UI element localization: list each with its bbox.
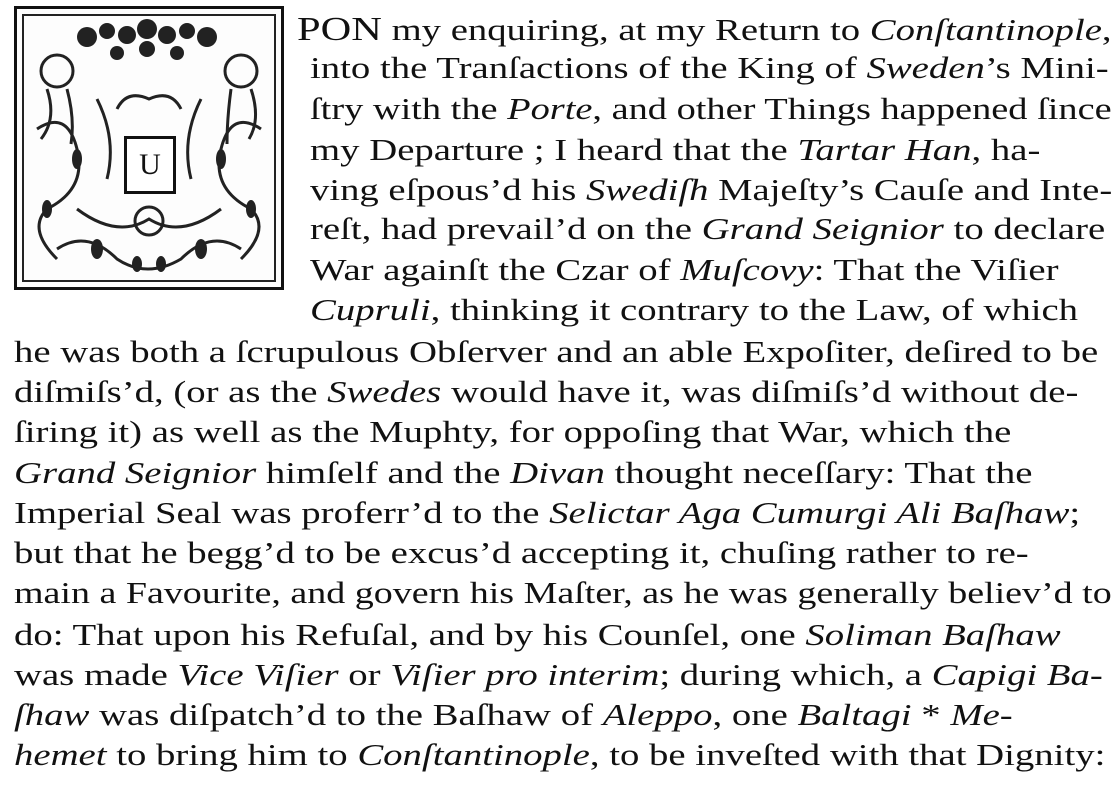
italic-text: Tartar Han <box>797 132 972 167</box>
text-segment: was diſpatch’d to the Baſhaw of <box>89 697 603 732</box>
italic-text: Divan <box>510 455 605 490</box>
italic-text: Me- <box>950 697 1013 732</box>
text-line <box>14 617 1061 653</box>
text-segment: Imperial Seal was proferr’d to the <box>14 495 550 530</box>
italic-text: Soliman Baſhaw <box>805 617 1061 652</box>
text-segment: , thinking it contrary to the Law, of which <box>430 292 1079 327</box>
text-line <box>14 697 1013 733</box>
text-segment: reſt, had prevail’d on the <box>310 211 702 246</box>
text-segment: do: That upon his Refuſal, and by his Counſel, one <box>14 617 806 652</box>
text-line <box>14 374 1078 410</box>
text-segment: , ha- <box>971 132 1041 167</box>
text-line <box>297 12 1112 48</box>
text-line <box>14 575 1112 611</box>
text-segment: ’s Mini- <box>984 50 1109 85</box>
text-segment: , and other Things happened ſince <box>592 91 1112 126</box>
text-line <box>310 50 1109 86</box>
italic-text: Swediſh <box>586 172 709 207</box>
italic-text: Baltagi <box>797 697 912 732</box>
text-line <box>310 91 1112 127</box>
text-segment: he was both a ſcrupulous Obſerver and an able Expoſiter, deſired to be <box>14 334 1099 369</box>
text-segment: , <box>1101 12 1112 47</box>
text-segment: would have it, was diſmiſs’d without de- <box>441 374 1079 409</box>
text-segment: , one <box>712 697 798 732</box>
decorated-initial <box>14 6 284 290</box>
italic-text: Swedes <box>327 374 442 409</box>
text-segment: my enquiring, at my Return to <box>381 12 870 47</box>
text-line <box>310 211 1105 247</box>
text-segment: to bring him to <box>106 737 358 772</box>
text-line <box>310 132 1040 168</box>
italic-text: Viſier pro interim <box>390 657 660 692</box>
text-line <box>14 455 1032 491</box>
italic-text: ſhaw <box>14 697 90 732</box>
text-segment: : That the Viſier <box>813 252 1059 287</box>
italic-text: Vice Viſier <box>177 657 339 692</box>
text-segment: ; during which, a <box>659 657 932 692</box>
italic-text: Aleppo <box>602 697 713 732</box>
text-line <box>14 657 1103 693</box>
italic-text: Sweden <box>866 50 985 85</box>
text-segment: ſiring it) as well as the Muphty, for oppoſing that War, which the <box>14 414 1012 449</box>
text-line <box>14 535 1029 571</box>
text-line <box>310 292 1078 328</box>
text-line <box>310 172 1112 208</box>
text-segment: , to be inveſted with that Dignity: <box>589 737 1106 772</box>
initial-letter: U <box>139 148 161 181</box>
text-line <box>14 495 1080 531</box>
text-segment: was made <box>14 657 178 692</box>
italic-text: Cupruli <box>310 292 431 327</box>
text-segment: ving eſpous’d his <box>310 172 587 207</box>
text-segment: or <box>338 657 391 692</box>
text-line <box>14 737 1105 773</box>
text-segment: PON <box>297 11 382 48</box>
text-line <box>14 334 1098 370</box>
italic-text: Porte <box>507 91 593 126</box>
italic-text: Grand Seignior <box>14 455 257 490</box>
italic-text: Capigi Ba- <box>931 657 1103 692</box>
text-segment: main a Favourite, and govern his Maſter, as he was generally believ’d to <box>14 575 1112 610</box>
text-line <box>310 252 1058 288</box>
italic-text: Grand Seignior <box>701 211 944 246</box>
italic-text: Selictar Aga Cumurgi Ali Baſhaw <box>549 495 1070 530</box>
text-segment: to declare <box>943 211 1106 246</box>
text-segment: into the Tranſactions of the King of <box>310 50 867 85</box>
italic-text: Muſcovy <box>680 252 814 287</box>
text-segment: diſmiſs’d, (or as the <box>14 374 328 409</box>
text-segment: Majeſty’s Cauſe and Inte- <box>708 172 1113 207</box>
italic-text: Conſtantinople <box>357 737 590 772</box>
text-line <box>14 414 1011 450</box>
text-segment: thought neceſſary: That the <box>604 455 1033 490</box>
text-segment: but that he begg’d to be excus’d accepting it, chuſing rather to re- <box>14 535 1029 570</box>
initial-letter-frame <box>124 136 176 194</box>
text-segment: War againſt the Czar of <box>310 252 681 287</box>
text-segment: ſtry with the <box>310 91 508 126</box>
italic-text: Conſtantinople <box>869 12 1102 47</box>
text-segment: ; <box>1069 495 1081 530</box>
italic-text: hemet <box>14 737 107 772</box>
text-segment: * <box>911 697 951 732</box>
text-segment: himſelf and the <box>256 455 511 490</box>
text-segment: my Departure ; I heard that the <box>310 132 798 167</box>
